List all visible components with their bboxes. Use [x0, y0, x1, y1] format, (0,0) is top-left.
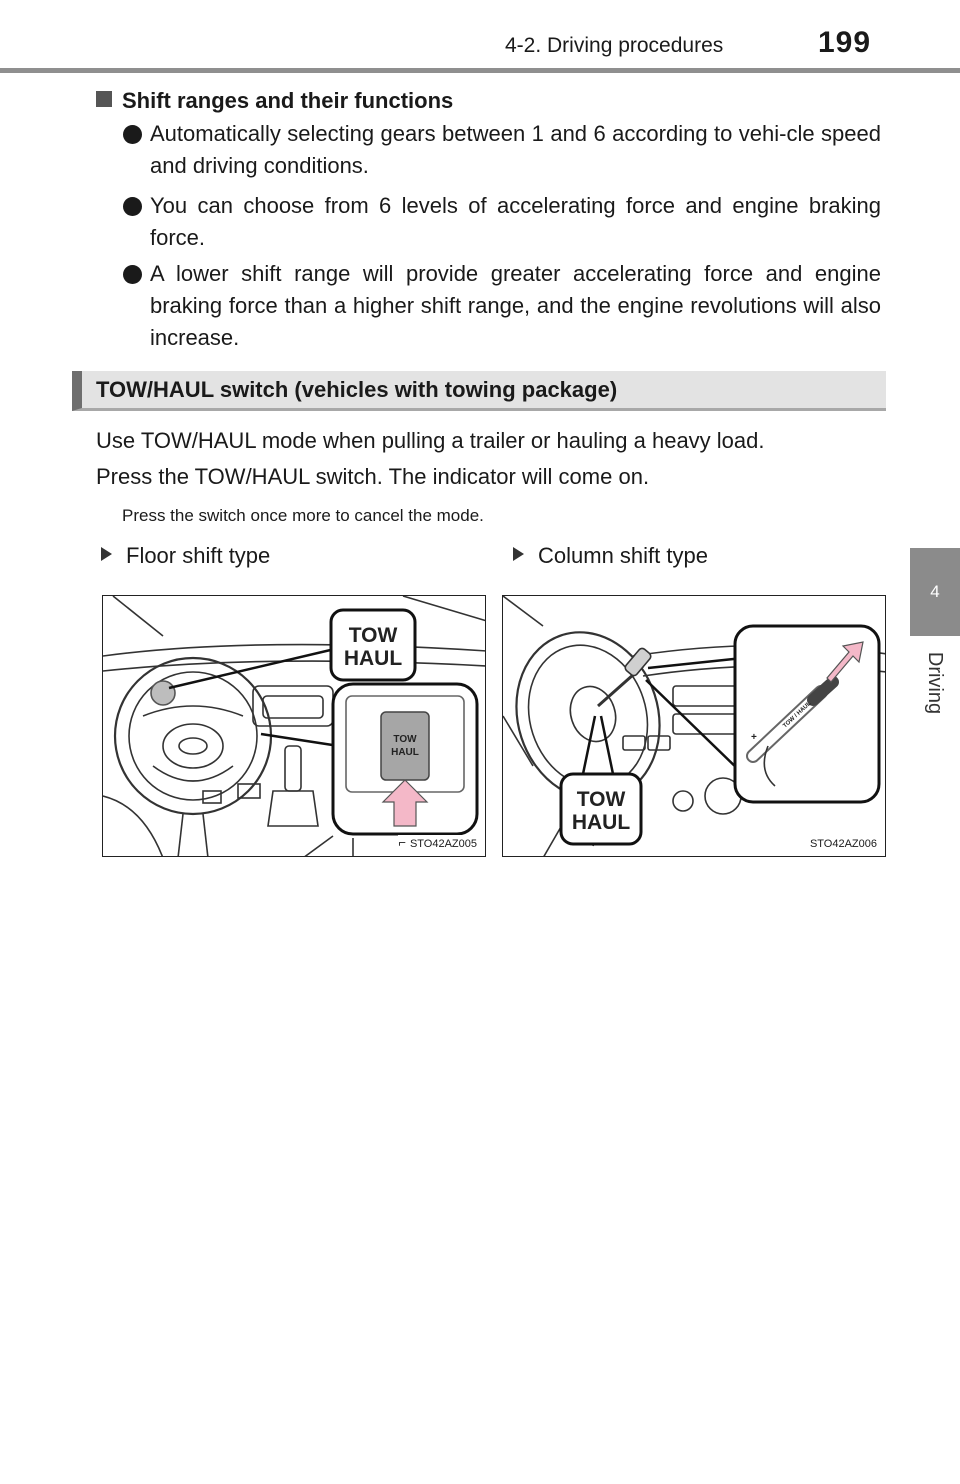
corner-mark-icon: ⌐ [398, 835, 406, 850]
bullet-text: A lower shift range will provide greater accelerating force and engine braking force than a higher shift range, and the engine revolutions will also increase. [150, 261, 881, 350]
column-callout-line1: TOW [576, 788, 626, 811]
bullet-dot-icon [123, 265, 142, 284]
column-shift-label-text: Column shift type [538, 543, 708, 568]
chapter-label: Driving [924, 651, 947, 715]
floor-callout-line1: TOW [348, 624, 398, 647]
tow-haul-note: Press the switch once more to cancel the mode. [122, 506, 484, 525]
chapter-tab [910, 548, 960, 636]
floor-shift-drawing [103, 596, 486, 857]
floor-switch-line1: TOW [393, 734, 417, 745]
shift-ranges-heading [96, 88, 453, 114]
column-shift-drawing [503, 596, 886, 857]
header-section-title: 4-2. Driving procedures [505, 34, 724, 57]
tow-haul-banner: TOW/HAUL switch (vehicles with towing package) [72, 371, 886, 411]
page-number: 199 [818, 26, 872, 59]
column-figure-code: STO42AZ006 [809, 838, 877, 850]
floor-figure-code [398, 835, 477, 850]
heading-square-icon [96, 91, 112, 107]
column-lever-text: TOW / HAUL [782, 700, 813, 730]
floor-shift-label-text: Floor shift type [126, 543, 271, 568]
bullet-item [123, 118, 881, 182]
bullet-text: You can choose from 6 levels of accelerating force and engine braking force. [150, 193, 881, 250]
triangle-right-icon [101, 547, 112, 561]
column-shift-illustration [502, 595, 886, 857]
floor-callout-line2: HAUL [343, 647, 403, 670]
column-shift-label [513, 543, 708, 569]
bullet-item [123, 190, 881, 254]
floor-figure-code-text: STO42AZ005 [409, 838, 477, 850]
bullet-item [123, 258, 881, 354]
column-lever-plus: + [751, 732, 757, 743]
tow-haul-paragraph-2: Press the TOW/HAUL switch. The indicator will come on. [96, 464, 650, 489]
tow-haul-paragraph-1: Use TOW/HAUL mode when pulling a trailer or hauling a heavy load. [96, 428, 765, 453]
shift-ranges-heading-text: Shift ranges and their functions [122, 88, 454, 113]
floor-switch-line2: HAUL [391, 747, 419, 758]
triangle-right-icon [513, 547, 524, 561]
bullet-text: Automatically selecting gears between 1 and 6 according to vehi-cle speed and driving conditions. [150, 121, 881, 178]
bullet-dot-icon [123, 197, 142, 216]
bullet-dot-icon [123, 125, 142, 144]
header-rule [0, 68, 960, 73]
column-callout-line2: HAUL [571, 811, 631, 834]
floor-shift-label [101, 543, 270, 569]
floor-shift-illustration [102, 595, 486, 857]
chapter-number: 4 [930, 582, 940, 601]
